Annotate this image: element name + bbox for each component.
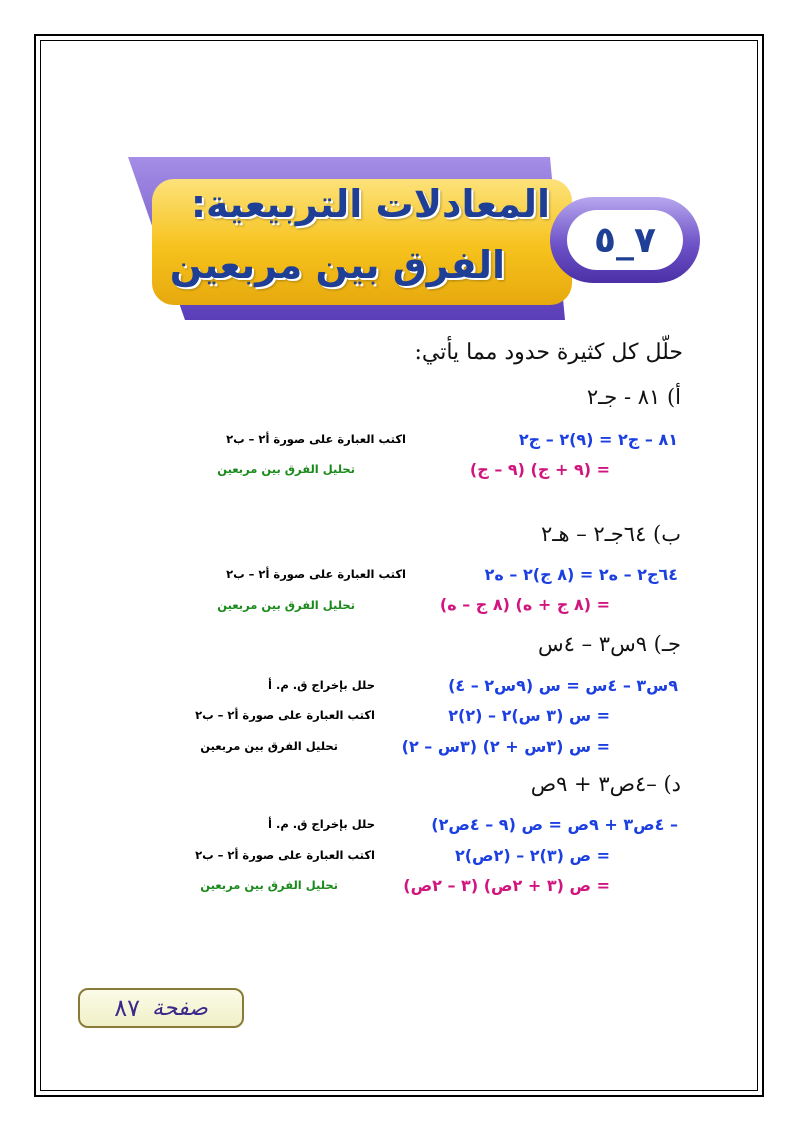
part-c-note-1: حلل بإخراج ق. م. أ xyxy=(268,678,375,692)
title-line-2: الفرق بين مربعين xyxy=(169,243,505,287)
part-b-note-2: تحليل الفرق بين مربعين xyxy=(217,598,355,612)
part-c-step-2: = س (٣ س)٢ – (٢)٢ xyxy=(448,706,610,725)
part-d-note-1: حلل بإخراج ق. م. أ xyxy=(268,817,375,831)
lesson-number: ٧_٥ xyxy=(567,210,683,270)
part-b-step-2: = (٨ ج + ه) (٨ ج – ه) xyxy=(439,595,610,614)
part-d-step-2: = ص (٣)٢ – (٢ص)٢ xyxy=(454,846,610,865)
part-c-note-3: تحليل الفرق بين مربعين xyxy=(200,739,338,753)
part-b-note-1: اكتب العبارة على صورة أ٢ – ب٢ xyxy=(226,567,406,581)
part-c-step-3: = س (٣س + ٢) (٣س – ٢) xyxy=(401,737,610,756)
part-a-step-2: = (٩ + ج) (٩ – ج) xyxy=(469,460,610,479)
page-number: ٨٧ xyxy=(114,994,140,1022)
part-a-heading: أ) ٨١ - جـ٢ xyxy=(586,385,681,409)
part-d-note-3: تحليل الفرق بين مربعين xyxy=(200,878,338,892)
lesson-title-banner xyxy=(110,155,700,325)
part-a-step-1: ٨١ – ج٢ = (٩)٢ – ج٢ xyxy=(518,430,678,449)
part-c-note-2: اكتب العبارة على صورة أ٢ – ب٢ xyxy=(195,708,375,722)
title-line-1: المعادلات التربيعية: xyxy=(190,182,550,226)
lesson-number-badge xyxy=(550,197,700,283)
part-d-step-1: – ٤ص٣ + ٩ص = ص (٩ – ٤ص٢) xyxy=(431,815,678,834)
part-a-note-1: اكتب العبارة على صورة أ٢ – ب٢ xyxy=(226,432,406,446)
part-b-step-1: ٦٤ج٢ – ه٢ = (٨ ج)٢ – ه٢ xyxy=(484,565,678,584)
part-a-note-2: تحليل الفرق بين مربعين xyxy=(217,462,355,476)
part-d-note-2: اكتب العبارة على صورة أ٢ – ب٢ xyxy=(195,848,375,862)
part-d-step-3: = ص (٣ + ٢ص) (٣ – ٢ص) xyxy=(403,876,610,895)
part-c-heading: جـ) ٩س٣ – ٤س xyxy=(538,632,681,656)
part-d-heading: د) –٤ص٣ + ٩ص xyxy=(530,772,681,796)
instruction-text: حلّل كل كثيرة حدود مما يأتي: xyxy=(414,340,683,365)
part-c-step-1: ٩س٣ – ٤س = س (٩س٢ – ٤) xyxy=(448,676,678,695)
page-label: صفحة xyxy=(151,995,208,1021)
part-b-heading: ب) ٦٤جـ٢ – هـ٢ xyxy=(541,522,681,546)
page-number-box xyxy=(78,988,244,1028)
